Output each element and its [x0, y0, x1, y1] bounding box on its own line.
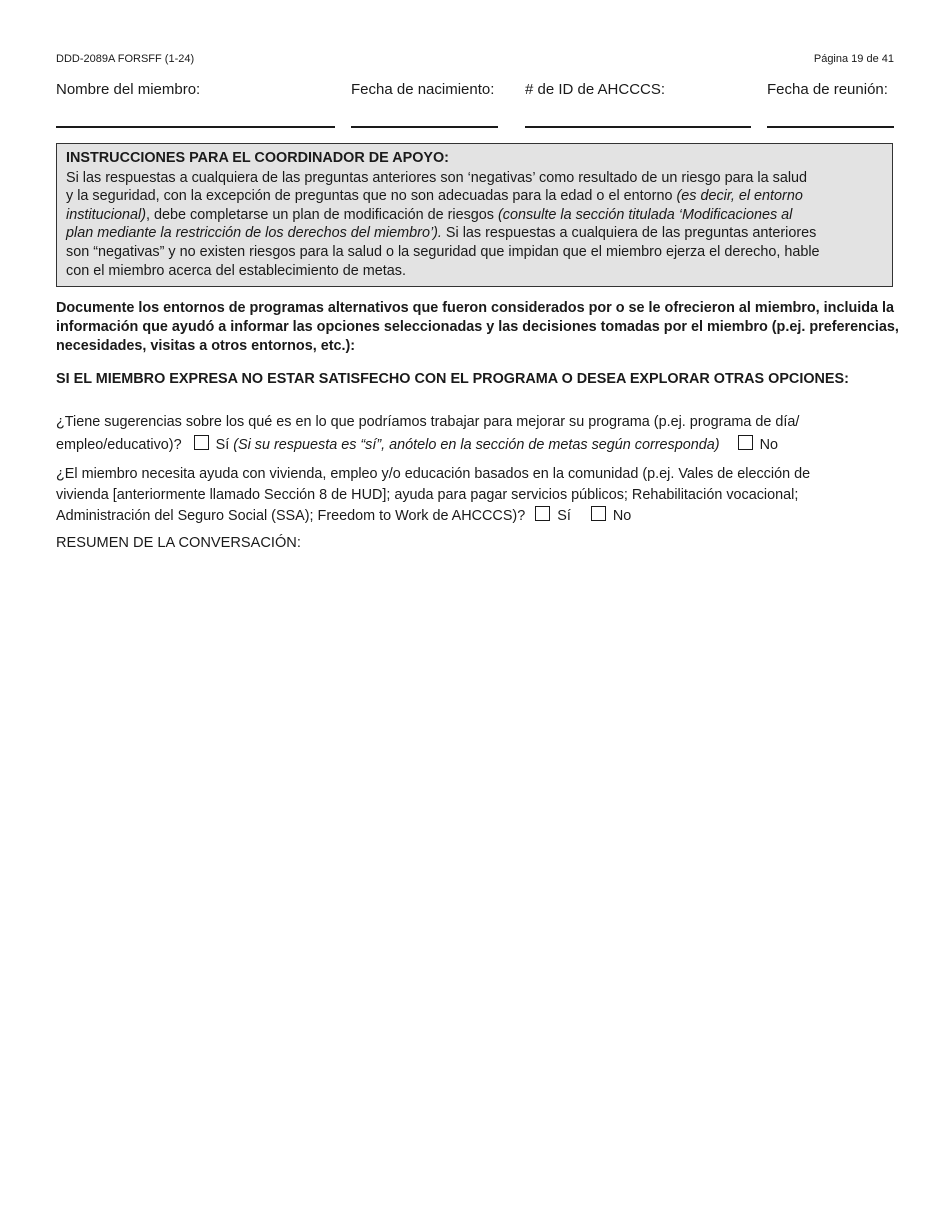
page-number: Página 19 de 41 [813, 53, 894, 65]
instructions-box [56, 143, 893, 287]
birth-date-field[interactable] [351, 126, 498, 128]
instructions-line: plan mediante la restricción de los derechos del miembro’). Si las respuestas a cualquiera de las preguntas anteriores [66, 225, 817, 242]
instructions-title: INSTRUCCIONES PARA EL COORDINADOR DE APOYO: [66, 150, 449, 166]
instructions-line: institucional), debe completarse un plan de modificación de riesgos (consulte la sección titulada ‘Modificaciones al [66, 206, 793, 223]
instructions-line: y la seguridad, con la excepción de preguntas que no son adecuadas para la edad o el entorno (es decir, el entorno [66, 188, 803, 205]
question-line: ¿El miembro necesita ayuda con vivienda, empleo y/o educación basados en la comunidad (p.ej. Vales de elección de [56, 466, 811, 482]
question-suggestions [56, 412, 904, 456]
member-name-field[interactable] [56, 126, 335, 128]
q1-no-checkbox[interactable] [738, 435, 753, 450]
question-community-help [56, 464, 904, 527]
q2-no-label[interactable]: No [612, 508, 632, 524]
instructions-line: Si las respuestas a cualquiera de las preguntas anteriores son ‘negativas’ como resultado de un riesgo para la salud [66, 169, 808, 186]
q2-no-checkbox[interactable] [591, 506, 606, 521]
q2-yes-checkbox[interactable] [535, 506, 550, 521]
summary-area[interactable] [56, 560, 894, 1160]
q1-yes-checkbox[interactable] [194, 435, 209, 450]
question-line: empleo/educativo)? Sí (Si su respuesta es “sí”, anótelo en la sección de metas según corresponda) No [56, 437, 778, 453]
instructions-line: con el miembro acerca del establecimiento de metas. [66, 262, 406, 279]
question-line: vivienda [anteriormente llamado Sección 8 de HUD]; ayuda para pagar servicios públicos; Rehabilitación vocacional; [56, 487, 799, 503]
question-line: ¿Tiene sugerencias sobre los qué es en lo que podríamos trabajar para mejorar su programa (p.ej. programa de día/ [56, 414, 800, 430]
question-line: Administración del Seguro Social (SSA); Freedom to Work de AHCCCS)? Sí No [56, 508, 632, 524]
alternatives-prompt: Documente los entornos de programas alternativos que fueron considerados por o se le ofrecieron al miembro, incluida la información que ayudó a informar las opciones seleccionadas y las decisiones tomadas por el miembro (p.ej. preferencias, necesidades, visitas a otros entornos, etc.): [56, 300, 899, 354]
ahcccs-id-field[interactable] [525, 126, 751, 128]
q1-yes-label[interactable]: Sí [215, 437, 230, 453]
summary-label: RESUMEN DE LA CONVERSACIÓN: [56, 535, 301, 551]
birth-date-label: Fecha de nacimiento: [351, 81, 495, 98]
member-name-label: Nombre del miembro: [56, 81, 201, 98]
q1-no-label[interactable]: No [759, 437, 778, 453]
ahcccs-id-label: # de ID de AHCCCS: [525, 81, 666, 98]
q2-yes-label[interactable]: Sí [557, 508, 571, 524]
dissatisfied-heading: SI EL MIEMBRO EXPRESA NO ESTAR SATISFECHO CON EL PROGRAMA O DESEA EXPLORAR OTRAS OPCIONES: [56, 371, 849, 387]
meeting-date-label: Fecha de reunión: [767, 81, 888, 98]
meeting-date-field[interactable] [767, 126, 894, 128]
instructions-line: son “negativas” y no existen riesgos para la salud o la seguridad que impidan que el miembro ejerza el derecho, hable [66, 243, 820, 260]
form-code: DDD-2089A FORSFF (1-24) [56, 53, 195, 65]
q1-yes-note: (Si su respuesta es “sí”, anótelo en la sección de metas según corresponda) [233, 437, 720, 453]
